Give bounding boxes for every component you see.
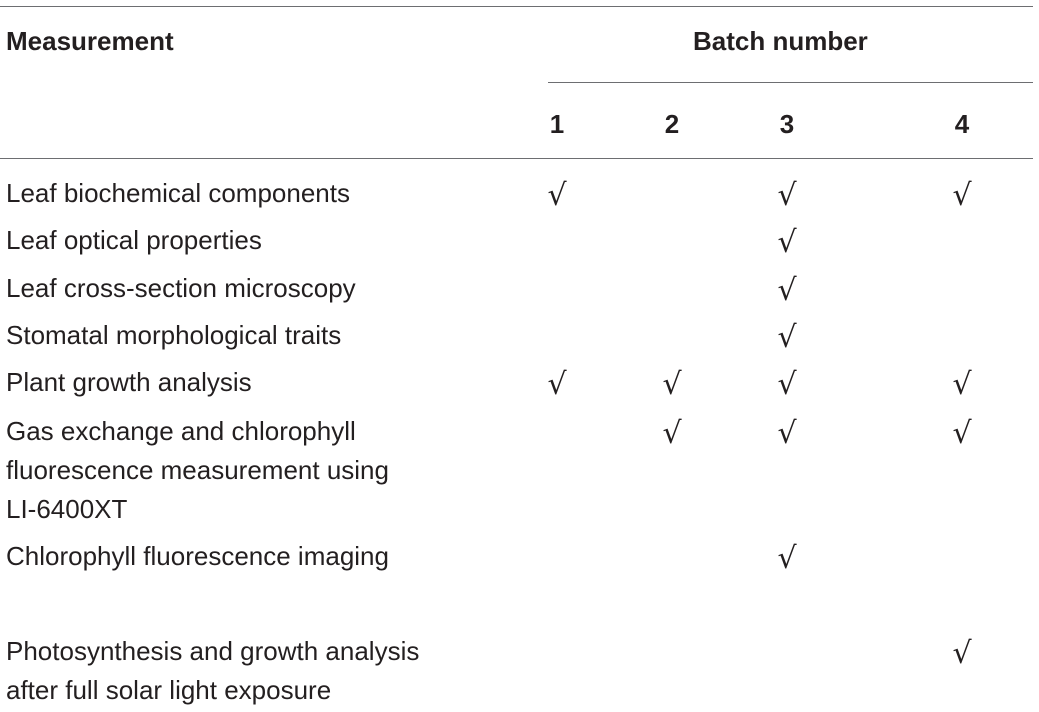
row-label: Leaf optical properties [6, 225, 262, 255]
check-mark-batch-3: √ [777, 416, 797, 451]
check-mark-batch-1: √ [547, 178, 567, 213]
row-label: Photosynthesis and growth analysis after full solar light exposure [6, 636, 420, 705]
row-label: Plant growth analysis [6, 367, 252, 397]
check-mark-batch-3: √ [777, 320, 797, 355]
check-mark-batch-3: √ [777, 273, 797, 308]
check-mark-batch-4: √ [952, 367, 972, 402]
batch-header-rule [548, 82, 1033, 83]
row-label: Stomatal morphological traits [6, 320, 342, 350]
batch-2-header: 2 [664, 109, 680, 139]
check-mark-batch-3: √ [777, 367, 797, 402]
check-mark-batch-2: √ [662, 416, 682, 451]
batch-4-header: 4 [954, 109, 970, 139]
batch-3-header: 3 [779, 109, 795, 139]
top-rule [0, 6, 1033, 7]
row-label: Leaf biochemical components [6, 178, 350, 208]
check-mark-batch-4: √ [952, 416, 972, 451]
check-mark-batch-1: √ [547, 367, 567, 402]
batch-1-header: 1 [549, 109, 565, 139]
check-mark-batch-3: √ [777, 541, 797, 576]
header-bottom-rule [0, 158, 1033, 159]
check-mark-batch-4: √ [952, 636, 972, 671]
check-mark-batch-3: √ [777, 225, 797, 260]
row-label: Gas exchange and chlorophyll fluorescence measurement using LI-6400XT [6, 416, 389, 524]
check-mark-batch-4: √ [952, 178, 972, 213]
batch-number-header: Batch number [693, 26, 868, 56]
row-label: Chlorophyll fluorescence imaging [6, 541, 389, 571]
check-mark-batch-2: √ [662, 367, 682, 402]
measurement-header: Measurement [6, 26, 174, 56]
check-mark-batch-3: √ [777, 178, 797, 213]
row-label: Leaf cross-section microscopy [6, 273, 356, 303]
